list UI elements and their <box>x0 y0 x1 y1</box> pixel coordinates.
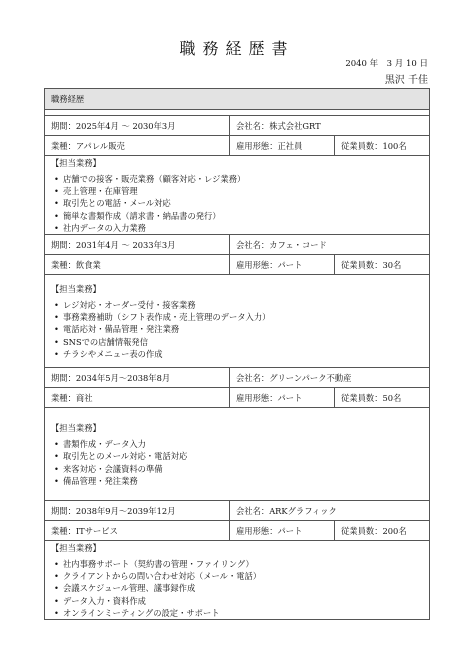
job-industry: 業種：アパレル販売 <box>45 136 230 156</box>
duty-item: • 書類作成・データ入力 <box>63 438 423 450</box>
job-employment-type: 雇用形態：パート <box>230 255 335 275</box>
job-company: 会社名：グリーンパーク不動産 <box>230 368 430 388</box>
job-employees: 従業員数：50名 <box>335 388 430 408</box>
job-period: 期間：2031年4月 〜 2033年3月 <box>45 235 230 255</box>
duty-item: • 事務業務補助（シフト表作成・売上管理のデータ入力） <box>63 311 423 323</box>
job-employment-type: 雇用形態：パート <box>230 521 335 541</box>
job-company: 会社名：カフェ・コード <box>230 235 430 255</box>
duty-item: • クライアントからの問い合わせ対応（メール・電話） <box>63 570 423 582</box>
job-employment-type: 雇用形態：パート <box>230 388 335 408</box>
duty-item: • 来客対応・会議資料の準備 <box>63 463 423 475</box>
document-title: 職務経歴書 <box>179 39 295 58</box>
duty-item: • 電話応対・備品管理・発注業務 <box>63 323 423 335</box>
job-period: 期間：2025年4月 〜 2030年3月 <box>45 116 230 136</box>
job-company: 会社名：株式会社GRT <box>230 116 430 136</box>
duties-heading: 【担当業務】 <box>51 284 101 294</box>
job-duties <box>45 408 430 501</box>
duty-item: • チラシやメニュー表の作成 <box>63 348 423 360</box>
job-employment-type: 雇用形態：正社員 <box>230 136 335 156</box>
section-heading: 職務経歴 <box>45 89 430 110</box>
job-period: 期間：2034年5月〜2038年8月 <box>45 368 230 388</box>
duty-item: • 売上管理・在庫管理 <box>63 185 423 197</box>
job-duties <box>45 156 430 235</box>
duties-heading: 【担当業務】 <box>51 543 101 554</box>
document-date: 2040 年 3 月 10 日 <box>345 59 428 69</box>
duty-item: • データ入力・資料作成 <box>63 595 423 607</box>
applicant-name: 黒沢 千佳 <box>384 75 428 86</box>
duty-item: • 取引先とのメール対応・電話対応 <box>63 450 423 462</box>
duty-item: • 会議スケジュール管理、議事録作成 <box>63 582 423 594</box>
duty-item: • 社内データの入力業務 <box>63 222 423 234</box>
job-duties <box>45 275 430 368</box>
job-industry: 業種：商社 <box>45 388 230 408</box>
job-employees: 従業員数：100名 <box>335 136 430 156</box>
duty-item: • 備品管理・発注業務 <box>63 475 423 487</box>
duty-item: • 取引先との電話・メール対応 <box>63 197 423 209</box>
duties-heading: 【担当業務】 <box>51 423 101 434</box>
duty-item: • 簡単な書類作成（請求書・納品書の発行） <box>63 210 423 222</box>
job-employees: 従業員数：30名 <box>335 255 430 275</box>
job-company: 会社名：ARKグラフィック <box>230 501 430 521</box>
job-duties <box>45 541 430 620</box>
duty-item: • オンラインミーティングの設定・サポート <box>63 607 423 619</box>
career-table <box>44 88 430 620</box>
duty-item: • 社内事務サポート（契約書の管理・ファイリング） <box>63 558 423 570</box>
duties-heading: 【担当業務】 <box>51 158 101 168</box>
duty-item: • レジ対応・オーダー受付・接客業務 <box>63 299 423 311</box>
duty-item: • 店舗での接客・販売業務（顧客対応・レジ業務） <box>63 173 423 185</box>
duty-item: • SNSでの店舗情報発信 <box>63 336 423 348</box>
job-industry: 業種：飲食業 <box>45 255 230 275</box>
job-period: 期間：2038年9月〜2039年12月 <box>45 501 230 521</box>
job-employees: 従業員数：200名 <box>335 521 430 541</box>
job-industry: 業種：ITサービス <box>45 521 230 541</box>
